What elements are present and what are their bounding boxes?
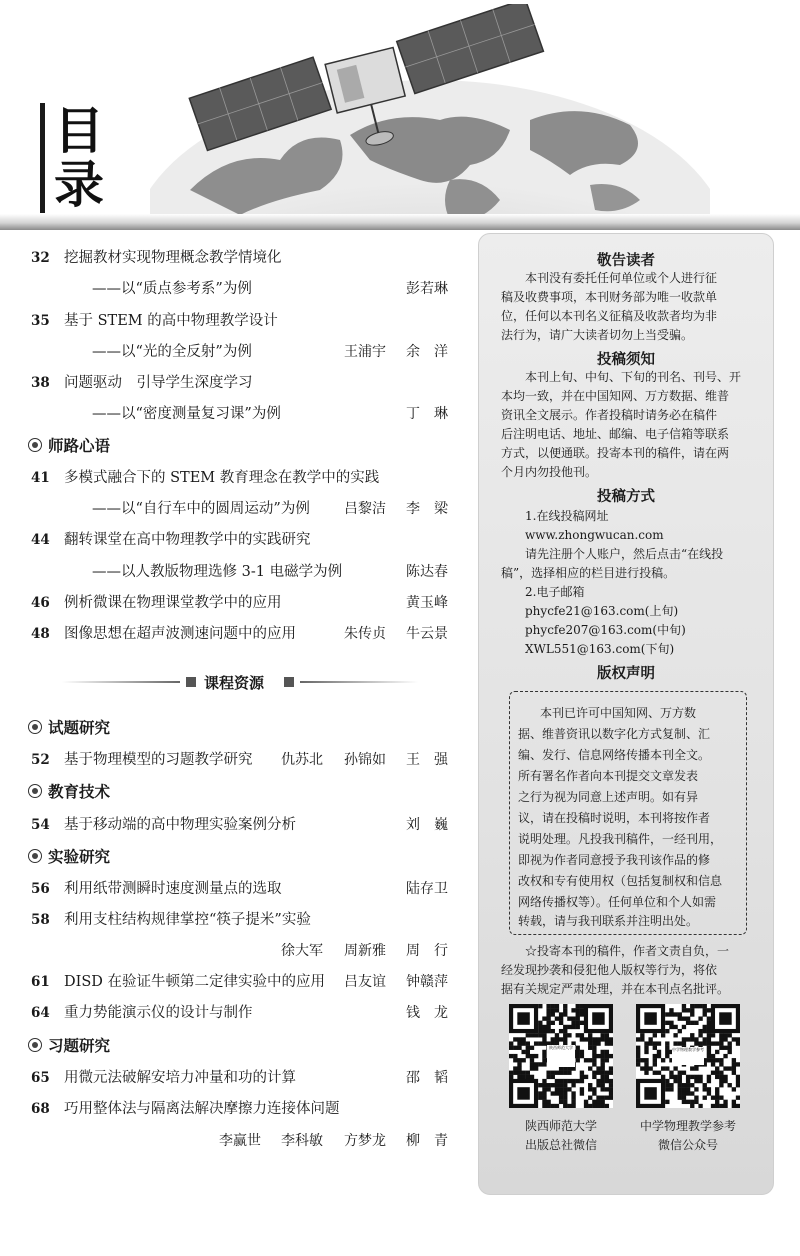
copyright-line: 据、维普资讯以数字化方式复制、汇 (518, 727, 711, 741)
qr-center-label: 中学物理教学参考 (672, 1047, 704, 1065)
author: 柳 青 (406, 1133, 448, 1149)
section-bullet-icon (28, 1038, 42, 1052)
section-title: 实验研究 (48, 848, 111, 866)
warning-line: ☆投寄本刊的稿件，作者文责自负，一 (525, 944, 730, 958)
title-accent-bar (40, 103, 45, 213)
copyright-line: 本刊已许可中国知网、万方数 (540, 706, 697, 720)
author: 李赢世 (219, 1133, 261, 1149)
divider-label: 课程资源 (204, 674, 265, 692)
author: 丁 琳 (406, 406, 448, 422)
page-number: 52 (31, 752, 50, 768)
reader-notice-line: 本刊没有委托任何单位或个人进行征 (525, 271, 718, 285)
copyright-heading: 版权声明 (597, 666, 655, 682)
author: 彭若琳 (406, 281, 448, 297)
article-title: 基于 STEM 的高中物理教学设计 (64, 313, 278, 329)
section-bullet-icon (28, 849, 42, 863)
article-title: 多模式融合下的 STEM 教育理念在教学中的实践 (64, 470, 380, 486)
article-title: 利用支柱结构规律掌控“筷子提米”实验 (64, 912, 311, 928)
submission-website-link[interactable]: www.zhongwucan.com (525, 528, 664, 542)
author: 陆存卫 (406, 881, 448, 897)
email-link[interactable]: phycfe207@163.com(中旬) (525, 623, 686, 637)
submission-notes-heading: 投稿须知 (597, 352, 655, 368)
page-title-char-1: 目 (54, 101, 104, 160)
author: 仇苏北 (281, 752, 323, 768)
copyright-line: 所有署名作者向本刊提交文章发表 (518, 769, 699, 783)
copyright-line: 议，请在投稿时说明，本刊将按作者 (518, 811, 711, 825)
author: 余 洋 (406, 344, 448, 360)
author: 黄玉峰 (406, 595, 448, 611)
article-title: 例析微课在物理课堂教学中的应用 (64, 595, 282, 611)
article-title: 挖掘教材实现物理概念教学情境化 (64, 250, 282, 266)
copyright-line: 编、发行、信息网络传播本刊全文。 (518, 748, 711, 762)
author: 李 梁 (406, 501, 448, 517)
qr-code-publisher[interactable] (509, 1004, 613, 1108)
submission-notes-line: 方式，以便通联。投寄本刊的稿件，请在两 (501, 446, 730, 460)
author: 陈达春 (406, 564, 448, 580)
warning-line: 经发现抄袭和侵犯他人版权等行为，将依 (501, 963, 718, 977)
page-number: 48 (31, 626, 50, 642)
page-number: 32 (31, 250, 50, 266)
divider-square-icon (284, 677, 294, 687)
author: 朱传贞 (344, 626, 386, 642)
submission-notes-line: 本刊上旬、中旬、下旬的刊名、刊号、开 (525, 370, 742, 384)
submission-method-line: 2.电子邮箱 (525, 585, 585, 599)
article-title: 利用纸带测瞬时速度测量点的选取 (64, 881, 282, 897)
article-subtitle: ——以“密度测量复习课”为例 (92, 406, 281, 422)
section-title: 习题研究 (48, 1037, 111, 1055)
qr-caption-journal: 中学物理教学参考 微信公众号 (639, 1119, 736, 1152)
reader-notice-line: 稿及收费事项，本刊财务部为唯一收款单 (501, 290, 718, 304)
article-title: 巧用整体法与隔离法解决摩擦力连接体问题 (64, 1101, 340, 1117)
satellite-graphic (170, 4, 570, 154)
article-title: 图像思想在超声波测速问题中的应用 (64, 626, 296, 642)
author: 周新雅 (344, 943, 386, 959)
author: 王 强 (406, 752, 448, 768)
reader-notice-line: 位，任何以本刊名义征稿及收款者均为非 (501, 309, 718, 323)
submission-methods-heading: 投稿方式 (597, 489, 655, 505)
page-number: 64 (31, 1005, 50, 1021)
copyright-notice-box (509, 691, 747, 935)
submission-notes-line: 个月内勿投他刊。 (501, 465, 598, 479)
author: 牛云景 (406, 626, 448, 642)
author: 王浦宇 (344, 344, 386, 360)
article-title: 基于物理模型的习题教学研究 (64, 752, 253, 768)
page-number: 44 (31, 532, 50, 548)
section-title: 师路心语 (48, 437, 111, 455)
submission-notes-line: 资讯全文展示。作者投稿时请务必在稿件 (501, 408, 718, 422)
author: 周 行 (406, 943, 448, 959)
author: 邵 韬 (406, 1070, 448, 1086)
section-title: 试题研究 (48, 719, 111, 737)
qr-center-label: 陕西师范大学 (547, 1045, 575, 1067)
page-title-char-2: 录 (54, 155, 104, 214)
header-banner (0, 0, 800, 232)
article-title: 用微元法破解安培力冲量和功的计算 (64, 1070, 296, 1086)
submission-method-line: 稿”，选择相应的栏目进行投稿。 (501, 566, 676, 580)
article-title: 重力势能演示仪的设计与制作 (64, 1005, 253, 1021)
copyright-line: 说明处理。凡投我刊稿件，一经刊用， (518, 832, 723, 846)
author: 钟赣萍 (406, 974, 448, 990)
copyright-line: 网络传播权等）。任何单位和个人如需 (518, 895, 717, 909)
page-number: 61 (31, 974, 50, 990)
submission-notes-line: 后注明电话、地址、邮编、电子信箱等联系 (501, 427, 730, 441)
article-title: DISD 在验证牛顿第二定律实验中的应用 (64, 974, 326, 990)
qr-code-journal[interactable] (636, 1004, 740, 1108)
page-number: 68 (31, 1101, 50, 1117)
article-title: 翻转课堂在高中物理教学中的实践研究 (64, 532, 311, 548)
info-sidebar (478, 233, 774, 1195)
reader-notice-heading: 敬告读者 (597, 253, 655, 269)
page-number: 41 (31, 470, 50, 486)
header-gradient-band (0, 214, 800, 230)
page-number: 56 (31, 881, 50, 897)
section-title: 教育技术 (48, 783, 111, 801)
author: 孙锦如 (344, 752, 386, 768)
course-resources-divider (62, 672, 418, 692)
submission-notes-line: 本均一致，并在中国知网、万方数据、维普 (501, 389, 730, 403)
email-link[interactable]: XWL551@163.com(下旬) (525, 642, 675, 656)
submission-method-line: 请先注册个人账户，然后点击“在线投 (525, 547, 724, 561)
page-number: 38 (31, 375, 50, 391)
page-number: 35 (31, 313, 50, 329)
article-subtitle: ——以“质点参考系”为例 (92, 281, 252, 297)
article-subtitle: ——以“光的全反射”为例 (92, 344, 252, 360)
section-bullet-icon (28, 720, 42, 734)
author: 徐大军 (281, 943, 323, 959)
section-bullet-icon (28, 784, 42, 798)
page-number: 46 (31, 595, 50, 611)
section-bullet-icon (28, 438, 42, 452)
reader-notice-line: 法行为，请广大读者切勿上当受骗。 (501, 328, 694, 342)
author: 刘 巍 (406, 817, 448, 833)
page-number: 54 (31, 817, 50, 833)
page-number: 58 (31, 912, 50, 928)
author: 方梦龙 (344, 1133, 386, 1149)
page-number: 65 (31, 1070, 50, 1086)
author: 李科敏 (281, 1133, 323, 1149)
qr-caption-publisher: 陕西师范大学 出版总社微信 (524, 1119, 597, 1152)
author: 吕友谊 (344, 974, 386, 990)
email-link[interactable]: phycfe21@163.com(上旬) (525, 604, 679, 618)
copyright-line: 即视为作者同意授予我刊该作品的修 (518, 853, 711, 867)
copyright-line: 转载，请与我刊联系并注明出处。 (518, 914, 699, 928)
copyright-line: 改权和专有使用权（包括复制权和信息 (518, 874, 723, 888)
author: 吕黎洁 (344, 501, 386, 517)
article-subtitle: ——以“自行车中的圆周运动”为例 (92, 501, 310, 517)
article-title: 基于移动端的高中物理实验案例分析 (64, 817, 296, 833)
author: 钱 龙 (406, 1005, 448, 1021)
copyright-line: 之行为视为同意上述声明。如有异 (518, 790, 699, 804)
article-title: 问题驱动 引导学生深度学习 (64, 375, 253, 391)
warning-line: 据有关规定严肃处理，并在本刊点名批评。 (501, 982, 730, 996)
divider-square-icon (186, 677, 196, 687)
submission-method-line: 1.在线投稿网址 (525, 509, 609, 523)
article-subtitle: ——以人教版物理选修 3-1 电磁学为例 (92, 564, 343, 580)
